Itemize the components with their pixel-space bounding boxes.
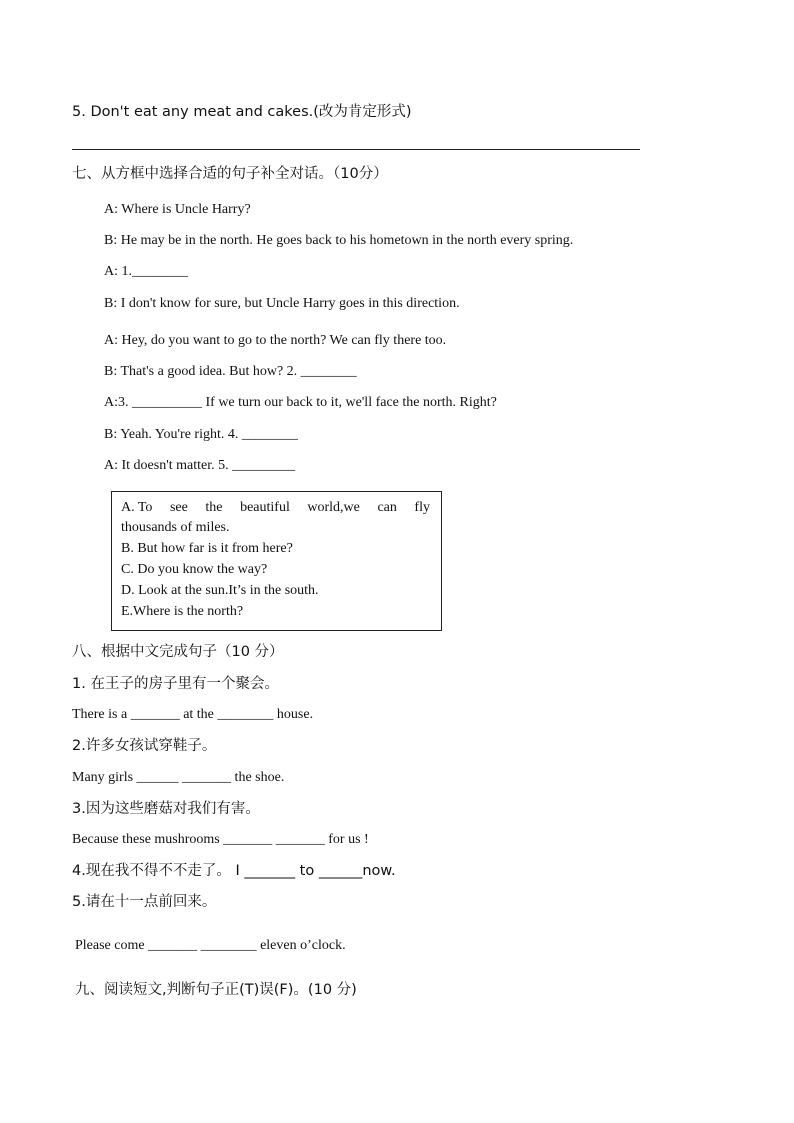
option-b: B. But how far is it from here?: [121, 541, 293, 556]
option-a-line-2: thousands of miles.: [121, 520, 230, 535]
dialogue-line-2: B: He may be in the north. He goes back to his hometown in the north every spring.: [104, 233, 574, 248]
item-4-sentence: 4.现在我不得不不走了。 I _______ to ______now.: [72, 863, 396, 879]
section-7-heading: 七、从方框中选择合适的句子补全对话。（10分）: [72, 166, 388, 182]
dialogue-line-9: A: It doesn't matter. 5. _________: [104, 458, 296, 473]
dialogue-line-8: B: Yeah. You're right. 4. ________: [104, 427, 298, 442]
item-3-chinese: 3.因为这些磨菇对我们有害。: [72, 801, 260, 817]
item-3-english: Because these mushrooms _______ _______ for us !: [72, 832, 369, 847]
item-1-english: There is a _______ at the ________ house.: [72, 707, 314, 722]
dialogue-line-5: A: Hey, do you want to go to the north? We can fly there too.: [104, 333, 447, 348]
dialogue-line-1: A: Where is Uncle Harry?: [104, 202, 251, 217]
option-d: D. Look at the sun.It’s in the south.: [121, 583, 319, 598]
item-2-english: Many girls ______ _______ the shoe.: [72, 770, 285, 785]
option-c: C. Do you know the way?: [121, 562, 268, 577]
answer-line: [72, 149, 640, 150]
option-a-line-1: A. To see the beautiful world,we can fly: [121, 500, 430, 515]
dialogue-line-3: A: 1.________: [104, 264, 188, 279]
dialogue-line-4: B: I don't know for sure, but Uncle Harry goes in this direction.: [104, 296, 460, 311]
rewrite-question-5: 5. Don't eat any meat and cakes.(改为肯定形式): [72, 104, 412, 120]
item-1-chinese: 1. 在王子的房子里有一个聚会。: [72, 676, 279, 692]
item-2-chinese: 2.许多女孩试穿鞋子。: [72, 738, 217, 754]
dialogue-line-6: B: That's a good idea. But how? 2. ________: [104, 364, 357, 379]
section-9-heading: 九、阅读短文,判断句子正(T)误(F)。(10 分): [75, 982, 357, 998]
dialogue-line-7: A:3. __________ If we turn our back to it, we'll face the north. Right?: [104, 395, 497, 410]
item-5-chinese: 5.请在十一点前回来。: [72, 894, 217, 910]
section-8-heading: 八、根据中文完成句子（10 分）: [72, 644, 284, 660]
option-e: E.Where is the north?: [121, 604, 244, 619]
item-5-english: Please come _______ ________ eleven o’clock.: [75, 938, 346, 953]
